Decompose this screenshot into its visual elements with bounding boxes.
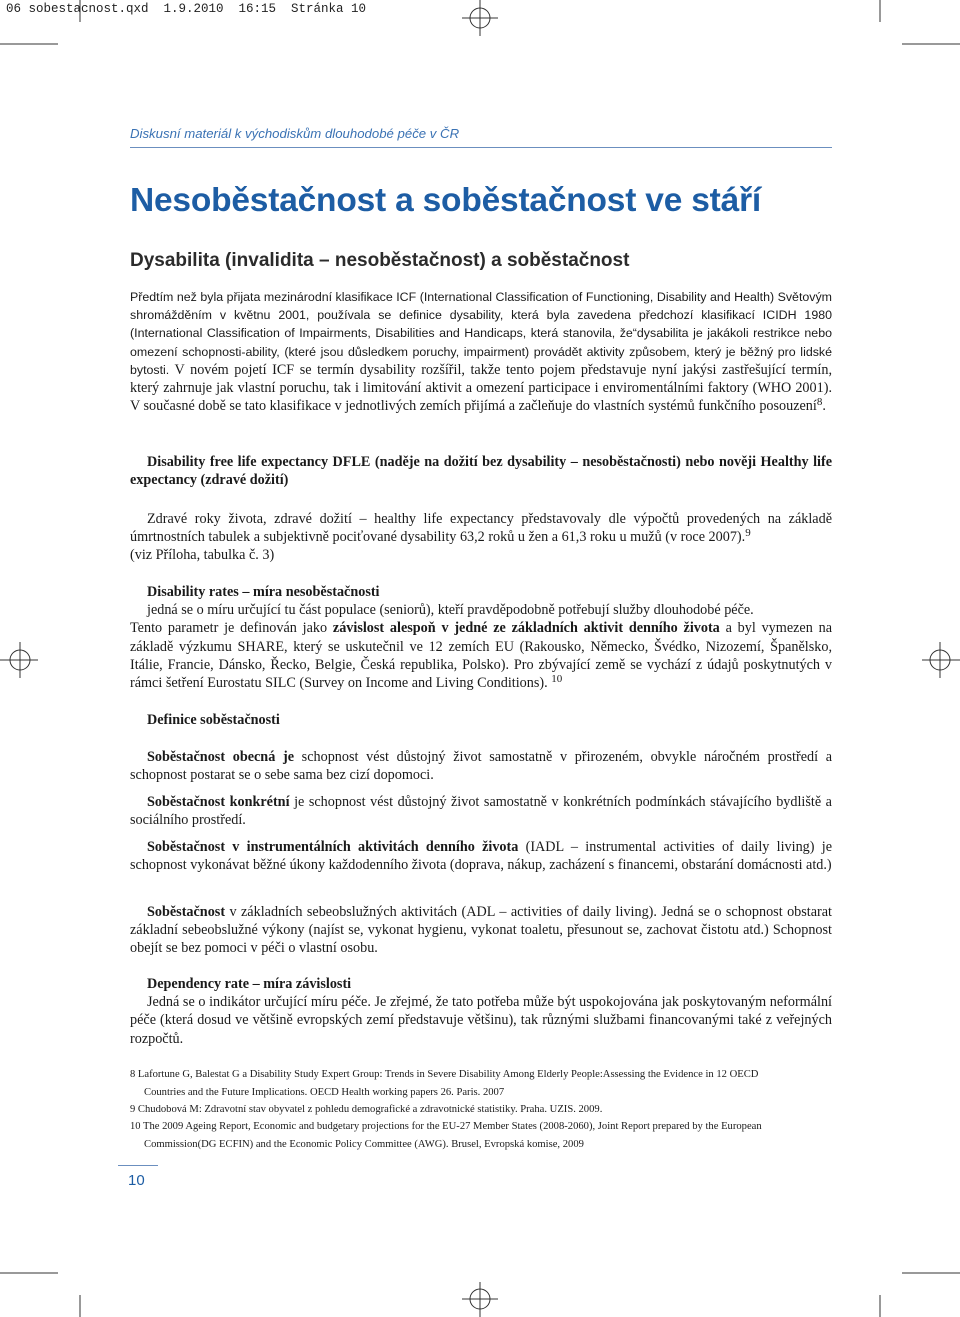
section-subtitle: Dysabilita (invalidita – nesoběstačnost) a soběstačnost (130, 250, 630, 271)
definitions-heading-block (130, 711, 832, 729)
page-title: Nesoběstačnost a soběstačnost ve stáří (130, 182, 762, 219)
rates-line1: jedná se o míru určující tu část populace (seniorů), kteří pravděpodobně potřebují služby dlouhodobé péče. (147, 602, 754, 619)
definition-text: schopnost vést důstojný život samostatně v přirozeném, obvykle náročném prostředí a schopnost postarat se o sebe sama bez cizí dopomoci. (130, 749, 833, 784)
definition-general (130, 748, 832, 784)
definition-text: je schopnost vést důstojný život samostatně v konkrétních podmínkách stávajícího bydliště a sociálního prostředí. (130, 794, 832, 829)
footnote-ref-10: 10 (551, 673, 563, 686)
dfle-heading: Disability free life expectancy DFLE (naděje na dožití bez dysability – nesoběstačnosti) nebo nověji Healthy life expectancy (zdravé dožití) (130, 454, 832, 489)
definition-adl (130, 903, 832, 958)
definitions-heading: Definice soběstačnosti (147, 712, 280, 728)
definition-iadl (130, 838, 832, 874)
footnote-text: The 2009 Ageing Report, Economic and budgetary projections for the EU-27 Member States (2008-2060), Joint Report prepared by the European (142, 1121, 762, 1132)
definition-term: Soběstačnost obecná je (147, 749, 294, 765)
intro-text-part2: V novém pojetí ICF se termín dysability rozšířil, takže tento pojem představuje nyní jakýsi zastřešující termín, který zahrnuje jak vlastní poruchu, tak i limitování aktivit a omezení participace i enviromentálními faktory (WHO 2001). V současné době se tato klasifikace v jednotlivých zemích přijímá a začleňuje do vlastních systémů funkčního posouzení (130, 361, 832, 415)
footnote-number: 10 (130, 1121, 141, 1132)
dfle-tail: (viz Příloha, tabulka č. 3) (130, 547, 275, 564)
page-number: 10 (128, 1172, 145, 1189)
footnote-10 (130, 1118, 832, 1153)
definition-text: (IADL – instrumental activities of daily living) je schopnost vykonávat běžné úkony každodenního života (doprava, nákup, zacházení s financemi, obstarání domácnosti atd.) (130, 839, 832, 874)
dfle-body (130, 510, 832, 565)
footnote-9 (130, 1101, 832, 1119)
dfle-text: Zdravé roky života, zdravé dožití – healthy life expectancy představovaly dle výpočtů provedených na základě úmrtnostních tabulek a subjektivně pociťované dysability 63,2 roků u žen a 61,3 roku u mužů (v roce 2007). (130, 511, 832, 546)
footnote-ref-9: 9 (745, 527, 751, 540)
definition-term: Soběstačnost konkrétní (147, 794, 290, 810)
print-slug: 06 sobestacnost.qxd 1.9.2010 16:15 Stránka 10 (6, 2, 367, 16)
rates-text-bold: závislost alespoň v jedné ze základních aktivit denního života (332, 620, 720, 637)
footnote-text: Lafortune G, Balestat G a Disability Study Expert Group: Trends in Severe Disability Among Elderly People:Assessing the Evidence in 12 OECD (137, 1069, 759, 1080)
dependency-section (130, 975, 832, 1048)
dependency-text: Jedná se o indikátor určující míru péče. Je zřejmé, že tato potřeba může být uspokojována jak poskytovaným neformální péče (která dosud ve většině evropských zemí představuje většinu), tak různými službami financovanými také z veřejných rozpočtů. (130, 994, 832, 1047)
rates-text-post: a byl vymezen na základě výzkumu SHARE, který se uskutečnil ve 12 zemích EU (Rakousko, Německo, Švédko, Nizozemí, Španělsko, Itálie, Francie, Dánsko, Řecko, Belgie, Česká republika, Polsko). Pro zbývající země se vychází z údajů poskytnutých v rámci šetření Eurostatu SILC (Survey on Income and Living Conditions). (130, 620, 832, 692)
definition-term: Soběstačnost (147, 904, 226, 920)
rates-heading: Disability rates – míra nesoběstačnosti (147, 584, 380, 600)
rates-text-pre: Tento parametr je definován jako (130, 620, 333, 637)
running-header: Diskusní materiál k východiskům dlouhodobé péče v ČR (130, 126, 460, 141)
dfle-section (130, 453, 832, 489)
intro-tail: . (822, 398, 826, 415)
intro-text-part1: Předtím než byla přijata mezinárodní klasifikace ICF (International Classification of Functioning, Disability and Health) Světovým shromážděním v květnu 2001, používala se definice dysability, která byla zavedena předchozí klasifikací ICIDH 1980 (International Classification of Impairments, Disabilities and Handicaps, která stanovila, že“dysabilita je jakákoli restrikce nebo omezení schopnosti-ability, (které jsou důsledkem poruchy, impairment) provádět aktivity způsobem, který je běžný pro lidské bytosti. (130, 290, 832, 377)
definition-text: v základních sebeobslužných aktivitách (ADL – activities of daily living). Jedná se o schopnost obstarat základní sebeobslužné výkony (najíst se, vykonat hygienu, vykonat toaletu, přesunout se, zachovat čistotu atd.) Schopnost obejít se bez pomoci v péči o vlastní osobu. (130, 904, 832, 957)
definition-concrete (130, 793, 832, 829)
footnote-number: 9 (130, 1104, 136, 1115)
footnote-text-cont: Countries and the Future Implications. OECD Health working papers 26. Paris. 2007 (144, 1086, 505, 1098)
footnote-text: Chudobová M: Zdravotní stav obyvatel z pohledu demografické a zdravotnické statistiky. Praha. UZIS. 2009. (137, 1104, 603, 1115)
rates-section (130, 583, 832, 692)
footnote-text-cont: Commission(DG ECFIN) and the Economic Policy Committee (AWG). Brusel, Evropská komise, 2009 (144, 1138, 584, 1150)
footnote-number: 8 (130, 1069, 136, 1080)
dependency-heading: Dependency rate – míra závislosti (147, 976, 352, 992)
footnote-ref-8: 8 (816, 396, 823, 409)
page-number-rule (118, 1165, 158, 1166)
definition-term: Soběstačnost v instrumentálních aktivitách denního života (147, 839, 519, 855)
header-rule (130, 147, 832, 148)
footnote-8 (130, 1066, 832, 1101)
intro-paragraph (130, 288, 832, 415)
